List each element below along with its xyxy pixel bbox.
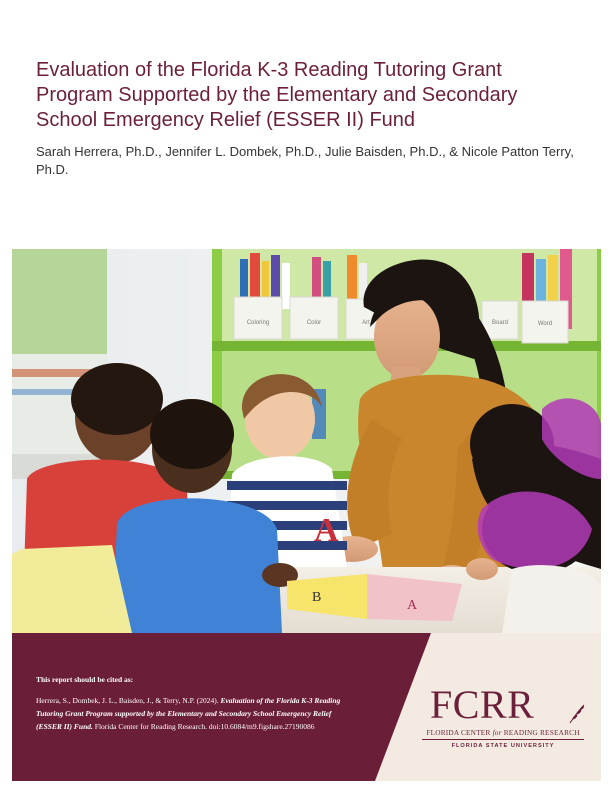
citation-block [36, 675, 356, 733]
svg-text:Word: Word [537, 321, 553, 327]
fcrr-logo-university: FLORIDA STATE UNIVERSITY [451, 743, 555, 749]
cover-photo [12, 249, 601, 633]
citation-panel [12, 633, 601, 781]
svg-text:B: B [312, 590, 322, 605]
fcrr-logo [418, 682, 588, 757]
svg-text:A: A [407, 598, 418, 613]
citation-text [36, 694, 356, 733]
report-title: Evaluation of the Florida K-3 Reading Tutoring Grant Program Supported by the Elementary and Secondary School Emergency Relief (ESSER II) Fund [36, 59, 518, 131]
svg-text:Color: Color [306, 320, 322, 326]
fcrr-logo-name: FLORIDA CENTER for READING RESEARCH [426, 728, 580, 737]
yellow-chair [12, 545, 132, 633]
citation-authors: Herrera, S., Dombek, J. L., Baisden, J., & Terry, N.P. (2024). [36, 696, 221, 705]
laurel-icon [568, 703, 586, 725]
classroom-scene [12, 249, 601, 633]
svg-text:Coloring: Coloring [246, 320, 270, 326]
citation-label: This report should be cited as: [36, 675, 134, 684]
logo-divider [422, 739, 584, 740]
svg-text:Board: Board [491, 320, 509, 326]
fcrr-logo-mark: FCRR [430, 682, 535, 727]
citation-publisher: Florida Center for Reading Research. doi:10.6084/m9.figshare.27190086 [92, 722, 315, 731]
report-authors: Sarah Herrera, Ph.D., Jennifer L. Dombek, Ph.D., Julie Baisden, Ph.D., & Nicole Patton Terry, Ph.D. [36, 144, 574, 177]
shirt-letter: A [314, 512, 339, 549]
citation-title: Evaluation of the Florida K-3 Reading Tutoring Grant Program supported by the Elementary and Secondary School Emergency Relief (ESSER II) Fund. [36, 696, 341, 731]
svg-text:Art: Art [362, 320, 370, 326]
